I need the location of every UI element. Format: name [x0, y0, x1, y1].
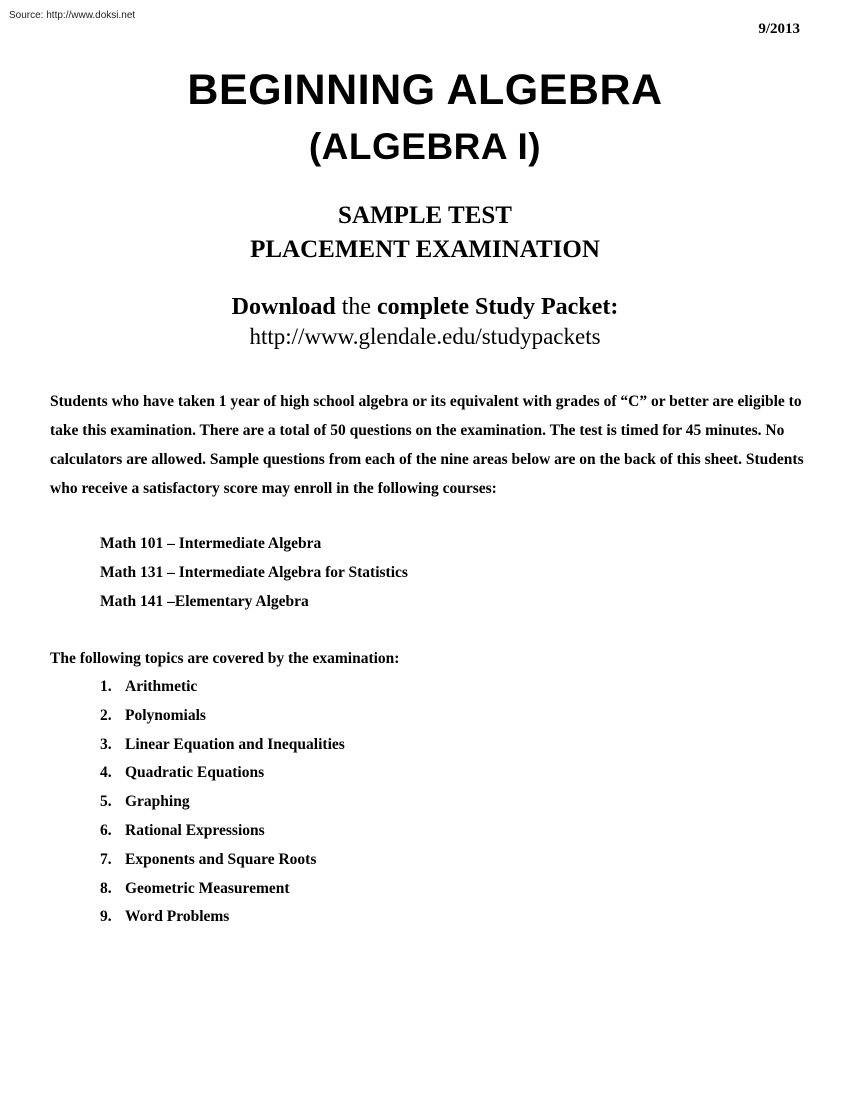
download-word: Download — [231, 294, 336, 320]
subtitle-placement-exam: PLACEMENT EXAMINATION — [250, 236, 600, 263]
source-note: Source: http://www.doksi.net — [9, 10, 136, 21]
topic-label: Linear Equation and Inequalities — [125, 735, 345, 753]
topic-label: Rational Expressions — [125, 821, 265, 839]
topic-label: Polynomials — [125, 706, 206, 724]
topic-label: Exponents and Square Roots — [125, 850, 317, 868]
topic-number: 4. — [100, 764, 112, 782]
topic-item — [100, 673, 345, 702]
topic-number: 8. — [100, 879, 112, 897]
topic-label: Graphing — [125, 793, 190, 811]
topic-number: 9. — [100, 908, 112, 926]
topic-item — [100, 903, 345, 932]
page-title: BEGINNING ALGEBRA — [187, 66, 663, 114]
topic-number: 6. — [100, 821, 112, 839]
date-label: 9/2013 — [758, 21, 800, 37]
topic-number: 1. — [100, 678, 112, 695]
topic-item — [100, 759, 345, 788]
topic-item — [100, 702, 345, 731]
topic-item — [100, 731, 345, 760]
topic-number: 5. — [100, 793, 112, 811]
intro-paragraph: Students who have taken 1 year of high school algebra or its equivalent with grades of “C” or better are eligible to take this examination. There are a total of 50 questions on the examination. The test is timed for 45 minutes. No calculators are allowed. Sample questions from each of the nine areas below are on the back of this sheet. Students who receive a satisfactory score may enroll in the following courses: — [50, 393, 804, 497]
topic-number: 7. — [100, 850, 112, 868]
page-title-sub: (ALGEBRA I) — [308, 126, 542, 167]
topic-item — [100, 875, 345, 904]
study-packet-link[interactable]: http://www.glendale.edu/studypackets — [249, 324, 601, 349]
download-line — [0, 294, 850, 321]
course-item: Math 101 – Intermediate Algebra — [100, 535, 322, 552]
the-word: the — [341, 294, 372, 320]
topic-item — [100, 846, 345, 875]
study-packet-text: complete Study Packet: — [377, 294, 619, 320]
subtitle-sample-test: SAMPLE TEST — [338, 202, 512, 229]
topic-number: 3. — [100, 735, 112, 753]
topic-item — [100, 817, 345, 846]
topic-label: Word Problems — [125, 908, 230, 926]
topic-label: Arithmetic — [125, 678, 198, 695]
course-list — [100, 530, 408, 616]
topic-label: Quadratic Equations — [125, 764, 265, 782]
course-item: Math 141 –Elementary Algebra — [100, 592, 309, 610]
topic-list — [100, 673, 345, 932]
topic-number: 2. — [100, 706, 112, 724]
topic-label: Geometric Measurement — [125, 879, 290, 897]
topic-item — [100, 788, 345, 817]
course-item: Math 131 – Intermediate Algebra for Statistics — [100, 563, 408, 581]
topics-heading: The following topics are covered by the examination: — [50, 650, 400, 667]
